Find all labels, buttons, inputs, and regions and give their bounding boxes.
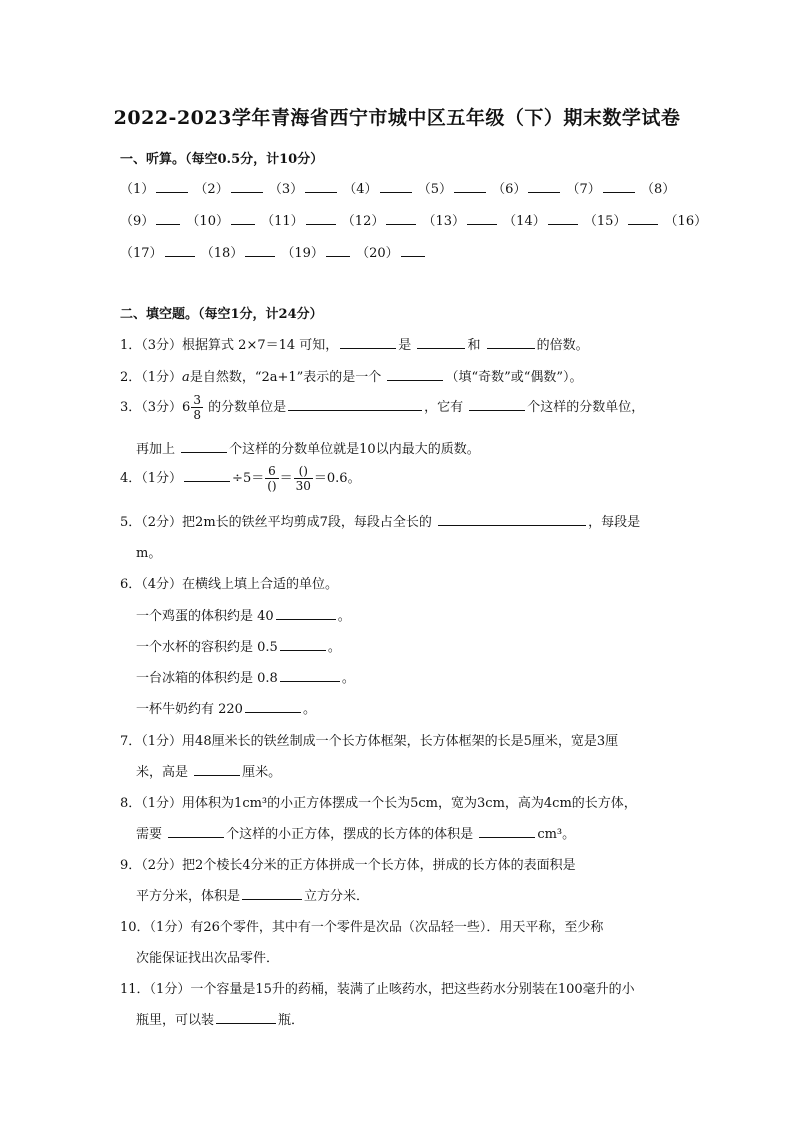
question-6-line-2 bbox=[136, 636, 341, 655]
fraction bbox=[294, 464, 313, 493]
q6-text: 。 bbox=[337, 609, 351, 624]
fraction bbox=[191, 393, 203, 422]
q3-text: 个这样的分数单位， bbox=[527, 400, 645, 415]
q2-text: （填“奇数”或“偶数”）。 bbox=[445, 370, 583, 385]
section1-heading: 一、听算。（每空0.5分，计10分） bbox=[120, 152, 324, 167]
answer-blank[interactable] bbox=[628, 212, 658, 225]
listening-row-2 bbox=[120, 210, 707, 229]
answer-blank[interactable] bbox=[417, 336, 465, 349]
q1-text: 和 bbox=[467, 338, 481, 353]
answer-blank[interactable] bbox=[548, 212, 578, 225]
q11-text: 瓶里，可以装 bbox=[136, 1013, 215, 1028]
q3-text: 3．（3分）6 bbox=[120, 400, 191, 415]
answer-blank[interactable] bbox=[181, 440, 227, 453]
q11-text: 11．（1分）一个容量是15升的药桶，装满了止咳药水，把这些药水分别装在100毫升的小 bbox=[120, 982, 635, 997]
q5-text: m。 bbox=[136, 546, 162, 561]
q8-text: cm³。 bbox=[537, 827, 576, 842]
q7-text: 厘米。 bbox=[242, 765, 282, 780]
question-6-line-4 bbox=[136, 698, 316, 717]
question-11 bbox=[120, 978, 635, 997]
item-label: （5） bbox=[417, 182, 452, 197]
q6-text: 一杯牛奶约有 220 bbox=[136, 702, 243, 717]
item-label: （6） bbox=[492, 182, 527, 197]
question-7 bbox=[120, 730, 618, 749]
answer-blank[interactable] bbox=[156, 180, 188, 193]
answer-blank[interactable] bbox=[280, 638, 326, 651]
q8-text: 需要 bbox=[136, 827, 163, 842]
question-8-cont bbox=[136, 823, 575, 842]
fraction-denominator: 30 bbox=[295, 479, 311, 493]
q8-text: 8．（1分）用体积为1cm³的小正方体摆成一个长为5cm，宽为3cm，高为4cm的长方体， bbox=[120, 796, 637, 811]
item-label: （17） bbox=[120, 246, 163, 261]
q6-text: 。 bbox=[302, 702, 316, 717]
answer-blank[interactable] bbox=[528, 180, 560, 193]
question-9-cont bbox=[136, 885, 369, 904]
answer-blank[interactable] bbox=[168, 825, 224, 838]
item-label: （7） bbox=[566, 182, 601, 197]
answer-blank[interactable] bbox=[401, 244, 425, 257]
question-9 bbox=[120, 854, 576, 873]
question-6-line-3 bbox=[136, 667, 355, 686]
q7-text: 米，高是 bbox=[136, 765, 189, 780]
q5-text: ，每段是 bbox=[588, 515, 641, 530]
item-label: （3） bbox=[268, 182, 304, 197]
q3-text: 个这样的分数单位就是10以内最大的质数。 bbox=[229, 442, 480, 457]
q4-text: ＝ bbox=[279, 471, 293, 486]
question-10 bbox=[120, 916, 603, 935]
page-title: 2022-2023学年青海省西宁市城中区五年级（下）期末数学试卷 bbox=[113, 107, 681, 129]
item-label: （20） bbox=[356, 246, 399, 261]
answer-blank[interactable] bbox=[276, 607, 336, 620]
q9-text: 立方分米． bbox=[304, 889, 370, 904]
q3-text: 再加上 bbox=[136, 442, 176, 457]
answer-blank[interactable] bbox=[380, 180, 412, 193]
answer-blank[interactable] bbox=[603, 180, 635, 193]
q4-text: ÷5＝ bbox=[232, 471, 265, 486]
item-label: （16） bbox=[664, 214, 708, 229]
question-8 bbox=[120, 792, 637, 811]
answer-blank[interactable] bbox=[340, 336, 396, 349]
answer-blank[interactable] bbox=[231, 180, 263, 193]
item-label: （12） bbox=[341, 214, 385, 229]
question-4 bbox=[120, 464, 361, 493]
answer-blank[interactable] bbox=[216, 1011, 276, 1024]
answer-blank[interactable] bbox=[469, 398, 525, 411]
item-label: （14） bbox=[503, 214, 546, 229]
answer-blank[interactable] bbox=[245, 700, 301, 713]
question-2 bbox=[120, 366, 583, 385]
q6-text: 一个水杯的容积约是 0.5 bbox=[136, 640, 278, 655]
answer-blank[interactable] bbox=[165, 244, 195, 257]
question-6 bbox=[120, 573, 338, 592]
item-label: （8） bbox=[640, 182, 676, 197]
question-5 bbox=[120, 511, 640, 530]
q10-text: 次能保证找出次品零件． bbox=[136, 951, 280, 966]
q3-text: ，它有 bbox=[424, 400, 464, 415]
q1-text: 1．（3分）根据算式 2×7＝14 可知， bbox=[120, 338, 339, 353]
answer-blank[interactable] bbox=[305, 180, 337, 193]
q6-text: 一个鸡蛋的体积约是 40 bbox=[136, 609, 274, 624]
q2-text: 2．（1分） bbox=[120, 370, 183, 385]
fraction-denominator: () bbox=[267, 479, 277, 493]
q4-text: 4．（1分） bbox=[120, 471, 183, 486]
answer-blank[interactable] bbox=[306, 212, 336, 225]
answer-blank[interactable] bbox=[245, 244, 275, 257]
answer-blank[interactable] bbox=[386, 212, 416, 225]
answer-blank[interactable] bbox=[454, 180, 486, 193]
answer-blank[interactable] bbox=[156, 212, 180, 225]
answer-blank[interactable] bbox=[438, 513, 586, 526]
q6-text: 。 bbox=[327, 640, 341, 655]
q8-text: 个这样的小正方体，摆成的长方体的体积是 bbox=[226, 827, 474, 842]
fraction-denominator: 8 bbox=[193, 408, 201, 422]
answer-blank[interactable] bbox=[184, 469, 230, 482]
q1-text: 的倍数。 bbox=[536, 338, 589, 353]
q4-text: ＝0.6。 bbox=[313, 471, 361, 486]
item-label: （9） bbox=[120, 214, 155, 229]
q9-text: 平方分米，体积是 bbox=[136, 889, 241, 904]
q10-text: 10．（1分）有26个零件，其中有一个零件是次品（次品轻一些）．用天平称，至少称 bbox=[120, 920, 604, 935]
q3-text: 的分数单位是 bbox=[208, 400, 287, 415]
listening-row-1 bbox=[120, 178, 675, 197]
question-5-cont bbox=[136, 542, 161, 561]
q7-text: 7．（1分）用48厘米长的铁丝制成一个长方体框架，长方体框架的长是5厘米，宽是3厘 bbox=[120, 734, 619, 749]
item-label: （19） bbox=[281, 246, 324, 261]
answer-blank[interactable] bbox=[242, 887, 302, 900]
answer-blank[interactable] bbox=[288, 398, 422, 411]
answer-blank[interactable] bbox=[487, 336, 535, 349]
answer-blank[interactable] bbox=[467, 212, 497, 225]
answer-blank[interactable] bbox=[194, 763, 240, 776]
question-3 bbox=[120, 393, 644, 422]
section2-heading: 二、填空题。（每空1分，计24分） bbox=[120, 307, 323, 322]
item-label: （2） bbox=[194, 182, 229, 197]
item-label: （1） bbox=[120, 182, 155, 197]
item-label: （4） bbox=[343, 182, 378, 197]
q6-text: 一台冰箱的体积约是 0.8 bbox=[136, 671, 278, 686]
fraction bbox=[265, 464, 278, 493]
answer-blank[interactable] bbox=[387, 368, 443, 381]
fraction-numerator: 3 bbox=[193, 393, 201, 407]
answer-blank[interactable] bbox=[326, 244, 350, 257]
question-3-cont bbox=[136, 438, 480, 457]
item-label: （13） bbox=[422, 214, 466, 229]
q9-text: 9．（2分）把2个棱长4分米的正方体拼成一个长方体，拼成的长方体的表面积是 bbox=[120, 858, 576, 873]
item-label: （15） bbox=[583, 214, 627, 229]
answer-blank[interactable] bbox=[479, 825, 535, 838]
question-7-cont bbox=[136, 761, 281, 780]
q2-text: 是自然数，“2a+1”表示的是一个 bbox=[189, 370, 382, 385]
q6-text: 6．（4分）在横线上填上合适的单位。 bbox=[120, 577, 339, 592]
fraction-numerator: () bbox=[294, 464, 313, 479]
q1-text: 是 bbox=[398, 338, 412, 353]
q2-variable: a bbox=[182, 370, 190, 385]
question-1 bbox=[120, 334, 589, 353]
listening-row-3 bbox=[120, 242, 427, 261]
fraction-numerator: 6 bbox=[265, 464, 278, 479]
item-label: （18） bbox=[200, 246, 244, 261]
answer-blank[interactable] bbox=[231, 212, 255, 225]
question-10-cont bbox=[136, 947, 279, 966]
question-6-line-1 bbox=[136, 605, 351, 624]
answer-blank[interactable] bbox=[280, 669, 340, 682]
q6-text: 。 bbox=[341, 671, 355, 686]
item-label: （11） bbox=[261, 214, 304, 229]
q5-text: 5．（2分）把2m长的铁丝平均剪成7段，每段占全长的 bbox=[120, 515, 432, 530]
q11-text: 瓶． bbox=[278, 1013, 305, 1028]
item-label: （10） bbox=[186, 214, 229, 229]
question-11-cont bbox=[136, 1009, 304, 1028]
